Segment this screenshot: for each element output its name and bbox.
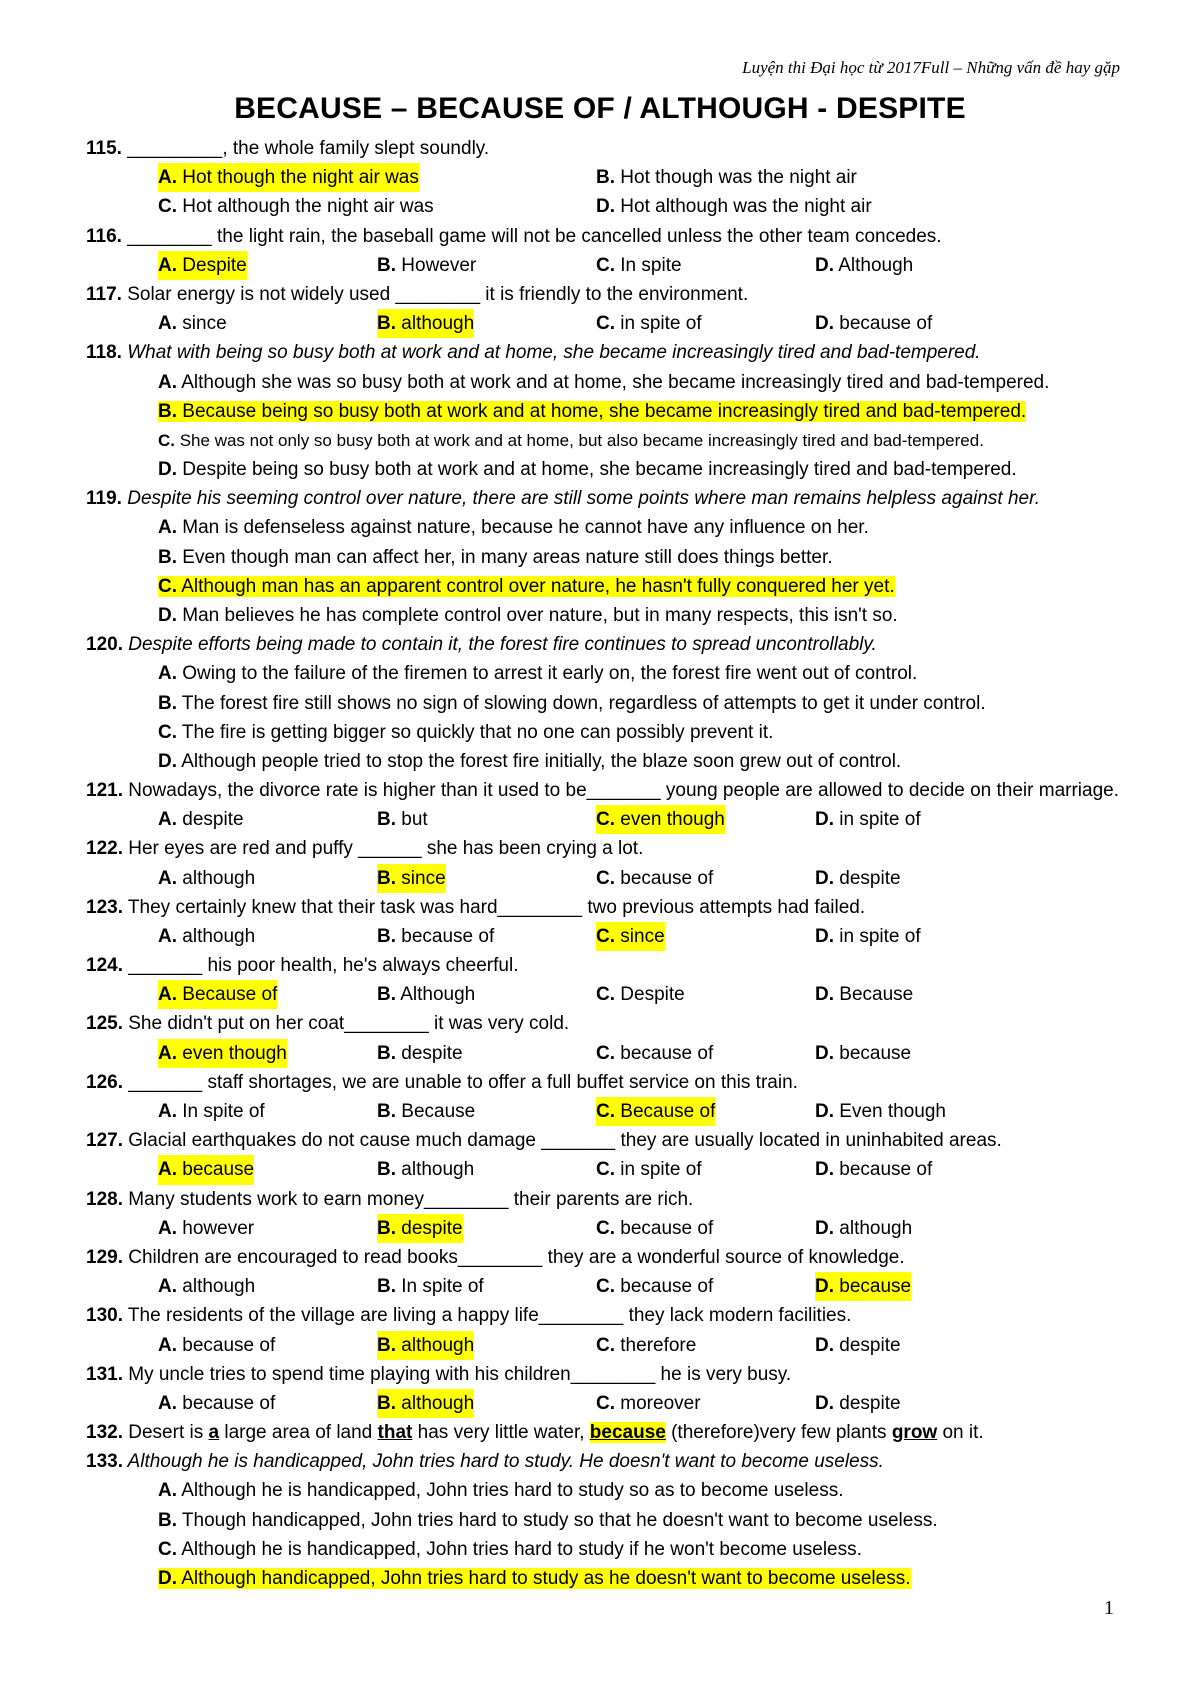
answer-option: A. because (158, 1155, 254, 1184)
answer-option: B. The forest fire still shows no sign of slowing down, regardless of attempts to get it under control. (158, 692, 986, 714)
question-text-part: Desert is (122, 1422, 209, 1444)
answer-option: C. moreover (596, 1392, 701, 1414)
answer-option-line (158, 659, 1126, 688)
answer-option: C. therefore (596, 1334, 697, 1356)
question-text-part: large area of land (219, 1422, 378, 1444)
answer-option: A. Hot though the night air was (158, 163, 419, 192)
question-text: _______ staff shortages, we are unable to offer a full buffet service on this train. (122, 1071, 798, 1093)
options-row (158, 980, 1126, 1009)
answer-option: C. since (596, 922, 665, 951)
question-120 (86, 630, 1126, 776)
answer-option: A. In spite of (158, 1101, 265, 1122)
question-number: 132. (86, 1422, 123, 1444)
question-number: 122. (86, 838, 123, 860)
answer-option-line (158, 368, 1126, 397)
answer-option: A. Owing to the failure of the firemen to arrest it early on, the forest fire went out of control. (158, 663, 918, 685)
answer-option: B. but (377, 809, 428, 831)
answer-option: B. Because (377, 1101, 476, 1122)
answer-option: C. She was not only so busy both at work and at home, but also became increasingly tired and bad-tempered. (158, 430, 984, 450)
answer-option: D. Although (815, 254, 914, 276)
answer-option: B. because of (377, 925, 495, 947)
question-text: Nowadays, the divorce rate is higher than it used to be_______ young people are allowed to decide on their marriage. (122, 780, 1120, 802)
question-number: 120. (86, 634, 123, 656)
question-number: 119. (86, 488, 122, 510)
options-row (158, 163, 1126, 192)
answer-option (158, 1506, 1126, 1535)
answer-option: B. Even though man can affect her, in many areas nature still does things better. (158, 546, 833, 568)
question-group (86, 134, 1126, 1418)
answer-option-line (158, 572, 1126, 601)
question-text: Despite efforts being made to contain it, the forest fire continues to spread uncontrollably. (122, 634, 877, 656)
answer-option: B. although (377, 1389, 474, 1418)
question-128 (86, 1185, 1126, 1243)
answer-option: A. since (158, 313, 227, 335)
answer-option: D. Despite being so busy both at work and at home, she became increasingly tired and bad-tempered. (158, 459, 1017, 481)
options-row (158, 1039, 1126, 1068)
answer-option-line (158, 601, 1126, 630)
question-number: 131. (86, 1363, 123, 1385)
answer-option (158, 1476, 1126, 1505)
answer-option: C. in spite of (596, 1159, 702, 1181)
answer-option: B. However (377, 254, 477, 276)
question-number: 121. (86, 780, 123, 802)
question-text: Despite his seeming control over nature, there are still some points where man remains helpless against her. (121, 488, 1041, 510)
question-number: 123. (86, 896, 123, 918)
options-row (158, 1155, 1126, 1184)
question-127 (86, 1126, 1126, 1184)
answer-option: B. Because being so busy both at work and at home, she became increasingly tired and bad-tempered. (158, 400, 1027, 422)
question-123 (86, 893, 1126, 951)
question-text: Although he is handicapped, John tries hard to study. He doesn't want to become useless. (122, 1451, 884, 1473)
question-number: 126. (86, 1071, 123, 1093)
option-content: A. Although he is handicapped, John tries hard to study so as to become useless. (158, 1480, 844, 1502)
answer-option-line (158, 718, 1126, 747)
underlined-word: that (377, 1422, 413, 1444)
question-116 (86, 222, 1126, 280)
question-130 (86, 1301, 1126, 1359)
answer-option: D. because of (815, 313, 933, 335)
underlined-word: grow (891, 1422, 938, 1444)
answer-option: D. Man believes he has complete control over nature, but in many respects, this isn't so. (158, 605, 898, 626)
question-list (86, 134, 1126, 1593)
question-129 (86, 1243, 1126, 1301)
question-126 (86, 1068, 1126, 1126)
question-122 (86, 834, 1126, 892)
question-131 (86, 1360, 1126, 1418)
question-118 (86, 338, 1126, 484)
answer-option: A. because of (158, 1334, 276, 1356)
underlined-word: a (208, 1422, 220, 1444)
answer-option: A. however (158, 1217, 255, 1239)
options-row (158, 864, 1126, 893)
options-row (158, 192, 1126, 221)
answer-option: B. despite (377, 1042, 463, 1064)
answer-option: D. Even though (815, 1101, 946, 1122)
question-124 (86, 951, 1126, 1009)
question-text: Many students work to earn money________ their parents are rich. (122, 1188, 694, 1210)
answer-option: D. Because (815, 984, 914, 1006)
question-number: 133. (86, 1451, 123, 1473)
options-row (158, 1214, 1126, 1243)
option-content: D. Although handicapped, John tries hard to study as he doesn't want to become useless. (158, 1568, 911, 1589)
answer-option: A. Man is defenseless against nature, because he cannot have any influence on her. (158, 517, 869, 539)
answer-option: C. Hot although the night air was (158, 196, 434, 218)
answer-option-line (158, 426, 1126, 455)
options-row (158, 1331, 1126, 1360)
question-text: Glacial earthquakes do not cause much damage _______ they are usually located in uninhabited areas. (122, 1130, 1002, 1152)
question-125 (86, 1009, 1126, 1067)
answer-option: D. Although people tried to stop the forest fire initially, the blaze soon grew out of control. (158, 750, 902, 772)
answer-option: B. Although (377, 984, 476, 1006)
answer-option (158, 1564, 1126, 1593)
question-132 (86, 1418, 1126, 1447)
question-text: Children are encouraged to read books________ they are a wonderful source of knowledge. (122, 1246, 905, 1268)
answer-option: B. despite (377, 1214, 463, 1243)
answer-option: B. Hot though was the night air (596, 167, 857, 189)
answer-option: A. Although she was so busy both at work and at home, she became increasingly tired and bad-tempered. (158, 371, 1050, 393)
question-text: Her eyes are red and puffy ______ she has been crying a lot. (122, 838, 644, 860)
question-115 (86, 134, 1126, 222)
answer-option (158, 1535, 1126, 1564)
question-number: 117. (86, 283, 122, 305)
question-119 (86, 484, 1126, 630)
question-133 (86, 1447, 1126, 1593)
answer-option: C. Because of (596, 1097, 715, 1126)
underlined-word: because (589, 1422, 666, 1444)
question-number: 130. (86, 1305, 123, 1327)
page-title: BECAUSE – BECAUSE OF / ALTHOUGH - DESPITE (234, 92, 966, 125)
question-text: She didn't put on her coat________ it was very cold. (122, 1013, 570, 1035)
answer-option: B. although (377, 1159, 475, 1181)
question-text-part: has very little water, (412, 1422, 590, 1444)
question-text: The residents of the village are living a happy life________ they lack modern facilities. (122, 1305, 852, 1327)
options-row (158, 251, 1126, 280)
question-number: 127. (86, 1130, 123, 1152)
question-text-part: on it. (937, 1422, 984, 1444)
question-number: 115. (86, 138, 122, 159)
options-row (158, 1097, 1126, 1126)
answer-option: D. despite (815, 867, 901, 889)
question-text: Solar energy is not widely used ________ it is friendly to the environment. (121, 283, 749, 305)
header-note: Luyện thi Đại học từ 2017Full – Những vấn đề hay gặp (742, 58, 1120, 77)
answer-option: D. Hot although was the night air (596, 196, 872, 218)
answer-option-line (158, 689, 1126, 718)
answer-option: A. Despite (158, 251, 247, 280)
answer-option: D. because (815, 1272, 911, 1301)
answer-option: D. despite (815, 1334, 901, 1356)
question-text: They certainly knew that their task was hard________ two previous attempts had failed. (122, 896, 866, 918)
answer-option: B. although (377, 1331, 474, 1360)
answer-option: C. because of (596, 867, 714, 889)
options-row (158, 805, 1126, 834)
answer-option: C. because of (596, 1042, 714, 1064)
answer-option: A. although (158, 1276, 256, 1298)
question-text: What with being so busy both at work and at home, she became increasingly tired and bad-tempered. (121, 342, 981, 364)
answer-option: C. Although man has an apparent control over nature, he hasn't fully conquered her yet. (158, 575, 895, 597)
answer-option: A. because of (158, 1392, 276, 1414)
answer-option-line (158, 543, 1126, 572)
options-row (158, 309, 1126, 338)
question-text: My uncle tries to spend time playing with his children________ he is very busy. (122, 1363, 792, 1385)
answer-option: B. since (377, 864, 446, 893)
answer-option: D. because of (815, 1159, 933, 1181)
answer-option: D. although (815, 1217, 913, 1239)
option-content: C. Although he is handicapped, John tries hard to study if he won't become useless. (158, 1538, 862, 1560)
question-121 (86, 776, 1126, 834)
answer-option-line (158, 455, 1126, 484)
options-row (158, 1389, 1126, 1418)
answer-option: C. In spite (596, 254, 682, 276)
answer-option-line (158, 513, 1126, 542)
answer-option: C. because of (596, 1276, 714, 1298)
options-row (158, 1272, 1126, 1301)
answer-option: C. because of (596, 1217, 714, 1239)
answer-option: B. In spite of (377, 1276, 484, 1298)
answer-option: D. in spite of (815, 925, 921, 947)
answer-option-line (158, 747, 1126, 776)
question-text: _________, the whole family slept soundly. (121, 138, 490, 159)
answer-option: C. The fire is getting bigger so quickly that no one can possibly prevent it. (158, 721, 774, 743)
answer-option: A. despite (158, 809, 244, 831)
question-number: 129. (86, 1246, 123, 1268)
question-number: 118. (86, 342, 122, 364)
answer-option: D. in spite of (815, 809, 921, 831)
answer-option-line (158, 397, 1126, 426)
question-number: 124. (86, 955, 123, 977)
options-row (158, 922, 1126, 951)
question-text: ________ the light rain, the baseball game will not be cancelled unless the other team concedes. (121, 225, 942, 247)
answer-option: D. because (815, 1042, 912, 1064)
answer-option: A. although (158, 867, 256, 889)
question-number: 125. (86, 1013, 123, 1035)
answer-option: C. Despite (596, 984, 685, 1006)
question-text: _______ his poor health, he's always cheerful. (122, 955, 519, 977)
answer-option: C. in spite of (596, 313, 702, 335)
answer-option: C. even though (596, 805, 725, 834)
page-number: 1 (1104, 1597, 1114, 1619)
answer-option: B. although (377, 309, 474, 338)
answer-option: A. although (158, 925, 256, 947)
question-117 (86, 280, 1126, 338)
answer-option: A. even though (158, 1039, 287, 1068)
question-number: 128. (86, 1188, 123, 1210)
answer-option: A. Because of (158, 980, 277, 1009)
question-text-part: (therefore)very few plants (665, 1422, 892, 1444)
question-number: 116. (86, 225, 122, 247)
answer-option: D. despite (815, 1392, 901, 1414)
option-content: B. Though handicapped, John tries hard to study so that he doesn't want to become useless. (158, 1509, 938, 1531)
